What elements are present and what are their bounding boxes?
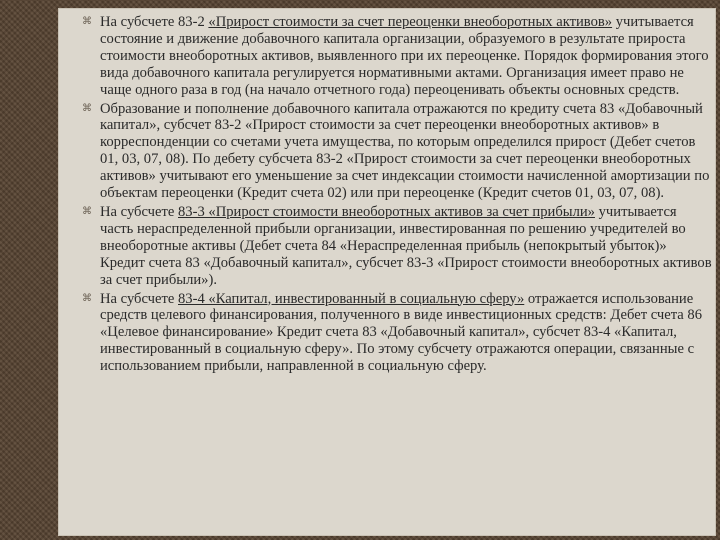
- bullet-icon: ⌘: [82, 102, 92, 114]
- slide-content: [82, 14, 712, 377]
- bullet-icon: ⌘: [82, 205, 92, 217]
- bullet-3-subaccount-title: 83-3 «Прирост стоимости внеоборотных активов за счет прибыли»: [178, 203, 595, 220]
- bullet-item-4: [82, 291, 712, 376]
- bullet-item-3: [82, 204, 712, 289]
- bullet-item-1: [82, 14, 712, 99]
- bullet-3-run-1: На субсчете: [100, 203, 178, 220]
- bullet-4-subaccount-title: 83-4 «Капитал, инвестированный в социальную сферу»: [178, 290, 525, 307]
- bullet-4-run-3: отражается использование средств целевого финансирования, полученного в виде инвестиционных средств: Дебет счета 86 «Целевое финансирование» Кредит счета 83 «Добавочный капитал», субсчет 83-4 «Капитал, инвестированный в социальную сферу». По этому субсчету отражаются операции, связанные с использованием прибыли, направленной в социальную сферу.: [100, 290, 702, 375]
- bullet-1-run-1: На субсчете 83-2: [100, 14, 209, 30]
- bullet-icon: ⌘: [82, 16, 92, 27]
- bullet-1-run-3: учитывается состояние и движение добавочного капитала организации, образуемого в результате прироста стоимости внеоборотных активов, выявленного при их переоценке. Порядок формирования этого вида добавочного капитала регулируется нормативными актами. Организация имеет право не чаще одного раза в год (на начало отчетного года) переоценивать объекты основных средств.: [100, 14, 709, 98]
- bullet-2-text: Образование и пополнение добавочного капитала отражаются по кредиту счета 83 «Добавочный капитал», субсчет 83-2 «Прирост стоимости за счет переоценки внеоборотных активов» в корреспонденции со счетами учета имущества, по которым определился прирост (Дебет счетов 01, 03, 07, 08). По дебету субсчета 83-2 «Прирост стоимости за счет переоценки внеоборотных активов» учитывают его уменьшение за счет индексации стоимости начисленной амортизации по объектам переоценки (Кредит счета 02) или при переоценке (Кредит счетов 01, 03, 07, 08).: [100, 100, 710, 202]
- bullet-3-run-3: учитывается часть нераспределенной прибыли организации, инвестированная по решению учредителей во внеоборотные активы (Дебет счета 84 «Нераспределенная прибыль (непокрытый убыток)» Кредит счета 83 «Добавочный капитал», субсчет 83-3 «Прирост стоимости внеоборотных активов за счет прибыли»).: [100, 203, 712, 288]
- bullet-4-run-1: На субсчете: [100, 290, 178, 307]
- bullet-item-2: [82, 101, 712, 202]
- bullet-icon: ⌘: [82, 292, 92, 304]
- bullet-1-subaccount-title: «Прирост стоимости за счет переоценки внеоборотных активов»: [208, 14, 613, 30]
